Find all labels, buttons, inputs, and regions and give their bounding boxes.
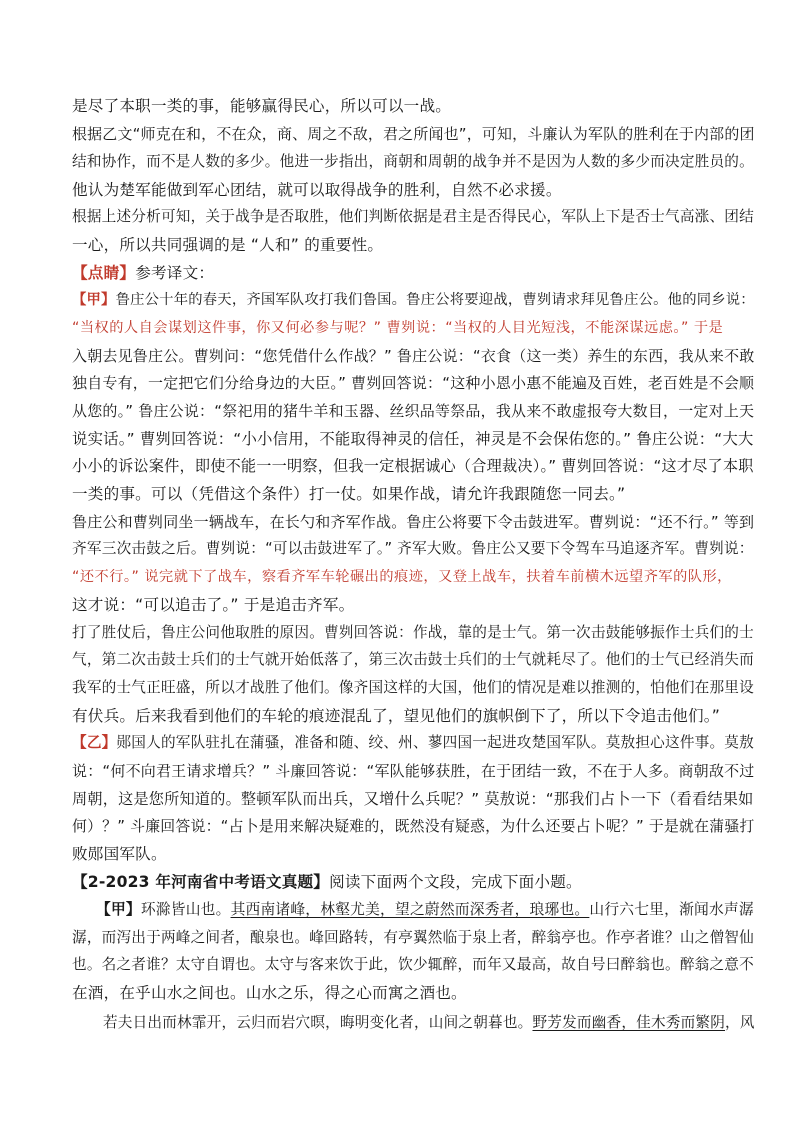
note-tag: 【点睛】 xyxy=(72,264,136,282)
jia-line: 鲁庄公和曹刿同坐一辆战车，在长勺和齐军作战。鲁庄公将要下令击鼓进军。曹刿说：“还不行。” 等到 xyxy=(72,513,755,531)
jia-line: 说实话。” 曹刿回答说：“小小信用，不能取得神灵的信任，神灵是不会保佑您的。” 鲁庄公说：“大大 xyxy=(72,430,754,448)
passage-line: 也。名之者谁？太守自谓也。太守与客来饮于此，饮少辄醉，而年又最高，故自号曰醉翁也。醉翁之意不 xyxy=(72,956,754,973)
analysis-line: 一心，所以共同强调的是 “人和” 的重要性。 xyxy=(72,236,384,254)
yi-first-line xyxy=(72,733,754,753)
passage-tag: 【甲】 xyxy=(96,901,141,918)
analysis-line: 结和协作，而不是人数的多少。他进一步指出，商朝和周朝的战争并不是因为人数的多少而决定胜员的。 xyxy=(72,153,754,170)
note-label: 参考译文： xyxy=(135,264,215,282)
question-instruction: 阅读下面两个文段，完成下面小题。 xyxy=(329,873,582,891)
jia-line: 这才说：“可以追击了。” 于是追击齐军。 xyxy=(72,596,355,614)
yi-line: 何）？” 斗廉回答说：“占卜是用来解决疑难的，既然没有疑惑，为什么还要占卜呢？” 于是就在蒲骚打 xyxy=(72,817,755,835)
yi-tag: 【乙】 xyxy=(72,734,117,751)
passage-text: 若夫日出而林霏开，云归而岩穴暝，晦明变化者，山间之朝暮也。 xyxy=(103,1014,533,1031)
jia-line: 我军的士气正旺盛，所以才战胜了他们。像齐国这样的大国，他们的情况是难以推测的，怕他们在那里设 xyxy=(72,679,754,696)
passage-line: 在酒，在乎山水之间也。山水之乐，得之心而寓之酒也。 xyxy=(72,984,467,1002)
passage-underlined: 其西南诸峰，林壑尤美，望之蔚然而深秀者，琅琊也。 xyxy=(230,901,590,918)
note-heading xyxy=(72,263,214,283)
jia-line: 打了胜仗后，鲁庄公问他取胜的原因。曹刿回答说：作战，靠的是士气。第一次击鼓能够振作士兵们的士 xyxy=(72,624,754,641)
jia-line: 有伏兵。后来我看到他们的车轮的痕迹混乱了，望见他们的旗帜倒下了，所以下令追击他们。” xyxy=(72,707,721,725)
jia-line: 小小的诉讼案件，即使不能一一明察，但我一定根据诚心（合理裁决）。” 曹刿回答说：“这才尽了本职 xyxy=(72,457,754,475)
passage-underlined: 野芳发而幽香，佳木秀而繁阴 xyxy=(532,1014,726,1031)
passage-text: ，风 xyxy=(725,1014,755,1031)
jia-line: 鲁庄公十年的春天，齐国军队攻打我们鲁国。鲁庄公将要迎战，曹刿请求拜见鲁庄公。他的同乡说： xyxy=(115,292,755,308)
analysis-line: 是尽了本职一类的事，能够赢得民心，所以可以一战。 xyxy=(72,97,452,115)
analysis-line: 根据上述分析可知，关于战争是否取胜，他们判断依据是君主是否得民心，军队上下是否士气高涨、团结 xyxy=(72,208,754,225)
yi-line: 说：“何不向君王请求增兵？” 斗廉回答说：“军队能够获胜，在于团结一致，不在于人多。商朝敌不过 xyxy=(72,762,755,780)
analysis-line: 根据乙文“师克在和，不在众，商、周之不敌，君之所闻也”，可知，斗廉认为军队的胜利在于内部的团 xyxy=(72,125,755,143)
question-heading xyxy=(72,872,582,892)
passage-line xyxy=(96,900,754,920)
jia-line: 从您的。” 鲁庄公说：“祭祀用的猪牛羊和玉器、丝织品等祭品，我从来不敢虚报夸大数目，一定对上天 xyxy=(72,402,755,420)
jia-line: 一类的事。可以（凭借这个条件）打一仗。如果作战，请允许我跟随您一同去。” xyxy=(72,485,626,503)
passage-line: 潺，而泻出于两峰之间者，酿泉也。峰回路转，有亭翼然临于泉上者，醉翁亭也。作亭者谁？山之僧智仙 xyxy=(72,929,754,946)
passage-line xyxy=(103,1013,755,1033)
jia-line: 独自专有，一定把它们分给身边的大臣。” 曹刿回答说：“这种小恩小惠不能遍及百姓，老百姓是不会顺 xyxy=(72,374,755,392)
jia-line: 气，第二次击鼓士兵们的士气就开始低落了，第三次击鼓士兵们的士气就耗尽了。他们的士气已经消失而 xyxy=(72,651,754,668)
passage-text: 环滁皆山也。 xyxy=(140,901,231,918)
yi-line: 郧国人的军队驻扎在蒲骚，准备和随、绞、州、蓼四国一起进攻楚国军队。莫敖担心这件事。莫敖 xyxy=(116,734,754,751)
jia-line: 入朝去见鲁庄公。曹刿问：“您凭借什么作战？” 鲁庄公说：“衣食（这一类）养生的东西，我从来不敢 xyxy=(72,347,755,365)
jia-line-red: “还不行。” 说完就下了战车，察看齐军车轮碾出的痕迹，又登上战车，扶着车前横木远望齐军的队形， xyxy=(72,569,732,585)
yi-line: 周朝，这是您所知道的。整顿军队而出兵，又增什么兵呢？” 莫敖说：“那我们占卜一下（看看结果如 xyxy=(72,790,754,808)
jia-tag: 【甲】 xyxy=(72,292,116,308)
passage-text: 山行六七里，渐闻水声潺 xyxy=(589,901,754,918)
analysis-line: 他认为楚军能做到军心团结，就可以取得战争的胜利，自然不必求援。 xyxy=(72,181,562,199)
jia-line-red: “当权的人自会谋划这件事，你又何必参与呢？” 曹刿说：“当权的人目光短浅，不能深谋远虑。” 于是 xyxy=(72,320,724,336)
yi-line: 败郧国军队。 xyxy=(72,845,167,863)
jia-first-line xyxy=(72,290,755,310)
question-source-tag: 【2-2023 年河南省中考语文真题】 xyxy=(72,873,330,891)
jia-line: 齐军三次击鼓之后。曹刿说：“可以击鼓进军了。” 齐军大败。鲁庄公又要下令驾车马追逐齐军。曹刿说： xyxy=(72,540,754,557)
